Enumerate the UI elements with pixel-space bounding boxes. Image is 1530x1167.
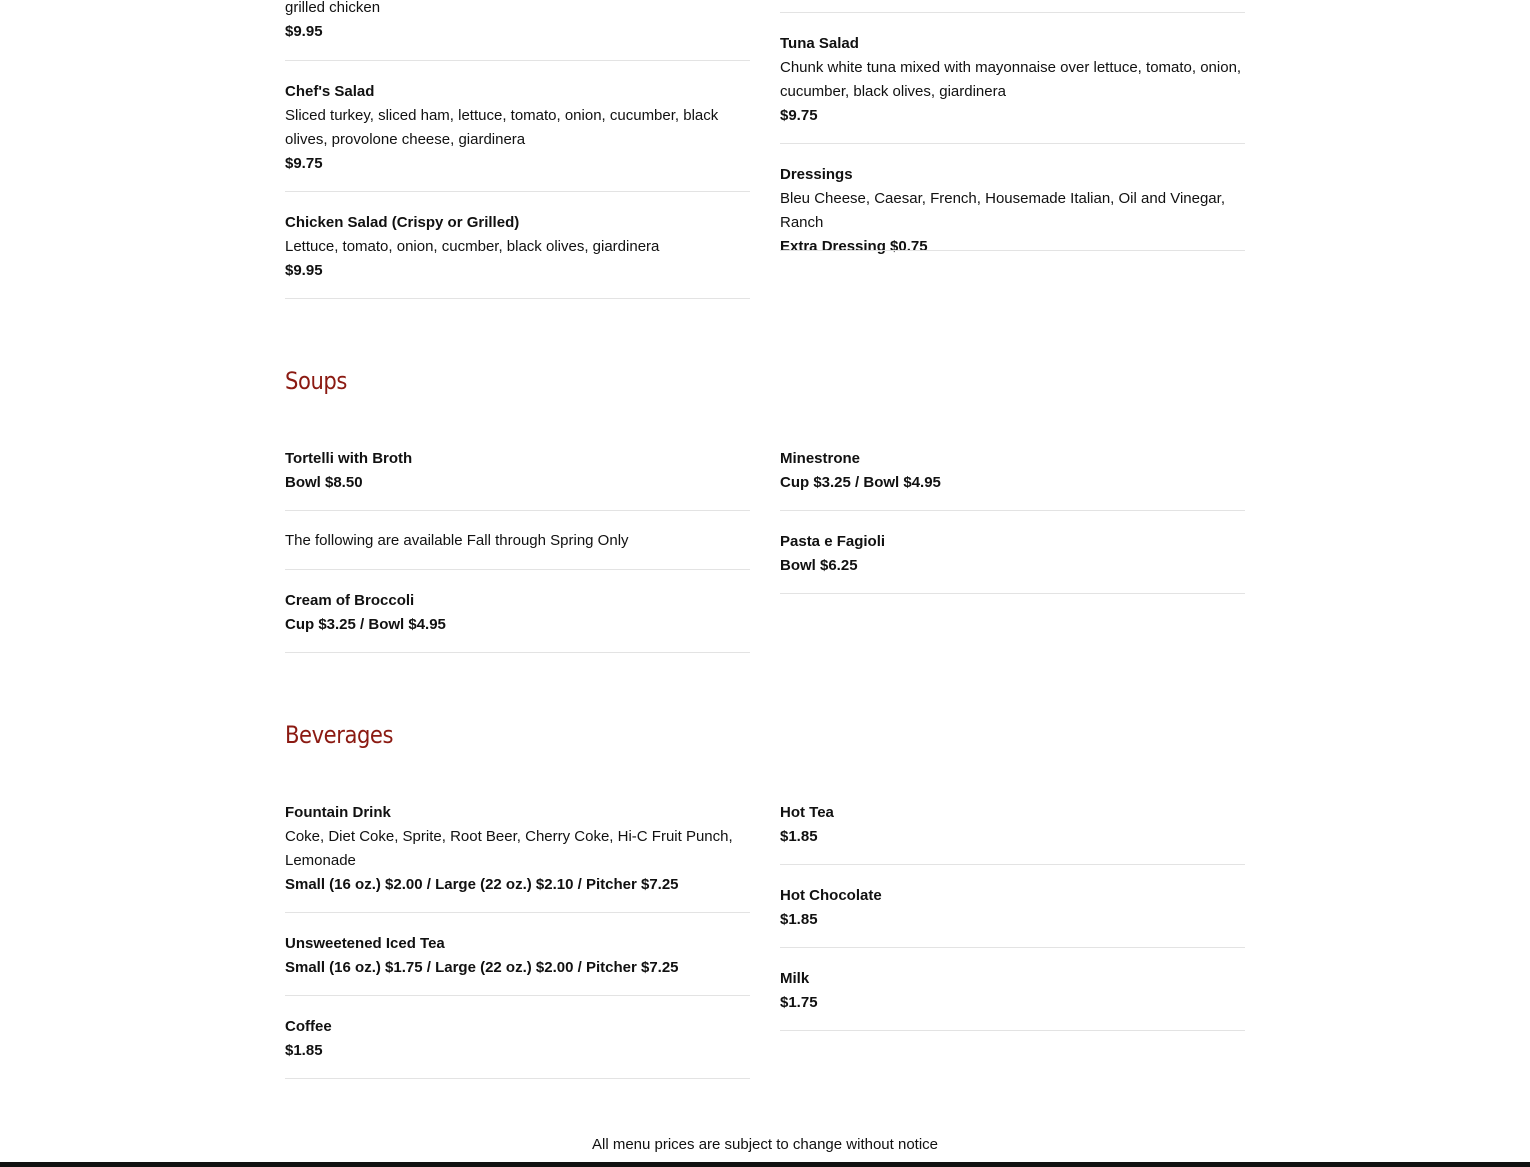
item-divider [780, 593, 1245, 594]
item-name: Coffee [285, 1018, 332, 1035]
footer-bar [0, 1162, 1530, 1167]
item-description: Sliced turkey, sliced ham, lettuce, tomato, onion, cucumber, black olives, provolone cheese, giardinera [285, 107, 719, 148]
item-divider [285, 912, 750, 913]
item-price: Extra Dressing $0.75 [780, 238, 928, 255]
item-name: Tortelli with Broth [285, 450, 413, 467]
menu-note [285, 529, 750, 553]
item-price: Bowl $6.25 [780, 557, 858, 574]
availability-note: The following are available Fall through Spring Only [285, 532, 629, 549]
item-price: $9.75 [285, 155, 323, 172]
item-divider [285, 995, 750, 996]
item-name: Milk [780, 970, 810, 987]
item-price: $1.85 [780, 828, 818, 845]
item-price: Cup $3.25 / Bowl $4.95 [285, 616, 446, 633]
item-price: Small (16 oz.) $2.00 / Large (22 oz.) $2.10 / Pitcher $7.25 [285, 876, 679, 893]
item-divider [780, 12, 1245, 13]
item-price: Bowl $8.50 [285, 474, 363, 491]
item-description: grilled chicken [285, 0, 381, 16]
item-name: Hot Chocolate [780, 887, 882, 904]
item-name: Tuna Salad [780, 35, 859, 52]
menu-item [780, 32, 1245, 128]
item-name: Hot Tea [780, 804, 834, 821]
price-disclaimer: All menu prices are subject to change without notice [591, 1136, 939, 1153]
menu-item [285, 211, 750, 283]
menu-item [780, 801, 1245, 849]
menu-item [780, 447, 1245, 495]
item-price: Cup $3.25 / Bowl $4.95 [780, 474, 941, 491]
item-name: Pasta e Fagioli [780, 533, 886, 550]
item-price: $1.85 [285, 1042, 323, 1059]
item-description: Bleu Cheese, Caesar, French, Housemade Italian, Oil and Vinegar, Ranch [780, 190, 1225, 231]
item-name: Dressings [780, 166, 853, 183]
item-divider [285, 60, 750, 61]
item-divider [780, 1030, 1245, 1031]
menu-item [780, 884, 1245, 932]
item-divider [285, 298, 750, 299]
item-description: Lettuce, tomato, onion, cucmber, black olives, giardinera [285, 238, 660, 255]
section-title-beverages: Beverages [285, 721, 394, 749]
item-name: Unsweetened Iced Tea [285, 935, 445, 952]
menu-item [780, 530, 1245, 578]
menu-item [285, 932, 750, 980]
item-divider [780, 250, 1245, 251]
item-name: Fountain Drink [285, 804, 391, 821]
item-name: Chef's Salad [285, 83, 375, 100]
item-name: Cream of Broccoli [285, 592, 415, 609]
item-price: $9.95 [285, 23, 323, 40]
item-divider [285, 510, 750, 511]
item-divider [780, 510, 1245, 511]
section-title-soups: Soups [285, 367, 347, 395]
item-price: $9.75 [780, 107, 818, 124]
item-price: $9.95 [285, 262, 323, 279]
menu-item [285, 589, 750, 637]
menu-item [285, 0, 750, 44]
item-price: Small (16 oz.) $1.75 / Large (22 oz.) $2.00 / Pitcher $7.25 [285, 959, 679, 976]
item-description: Coke, Diet Coke, Sprite, Root Beer, Cherry Coke, Hi-C Fruit Punch, Lemonade [285, 828, 733, 869]
item-divider [285, 1078, 750, 1079]
menu-item [780, 163, 1245, 259]
item-divider [285, 569, 750, 570]
item-description: Chunk white tuna mixed with mayonnaise over lettuce, tomato, onion, cucumber, black olives, giardinera [780, 59, 1242, 100]
menu-item [285, 801, 750, 897]
item-divider [780, 143, 1245, 144]
menu-item [285, 1015, 750, 1063]
menu-item [285, 80, 750, 176]
item-divider [780, 947, 1245, 948]
item-divider [285, 191, 750, 192]
item-divider [285, 652, 750, 653]
menu-item [780, 967, 1245, 1015]
item-name: Chicken Salad (Crispy or Grilled) [285, 214, 520, 231]
item-name: Minestrone [780, 450, 861, 467]
menu-item [285, 447, 750, 495]
item-price: $1.85 [780, 911, 818, 928]
item-price: $1.75 [780, 994, 818, 1011]
item-divider [780, 864, 1245, 865]
